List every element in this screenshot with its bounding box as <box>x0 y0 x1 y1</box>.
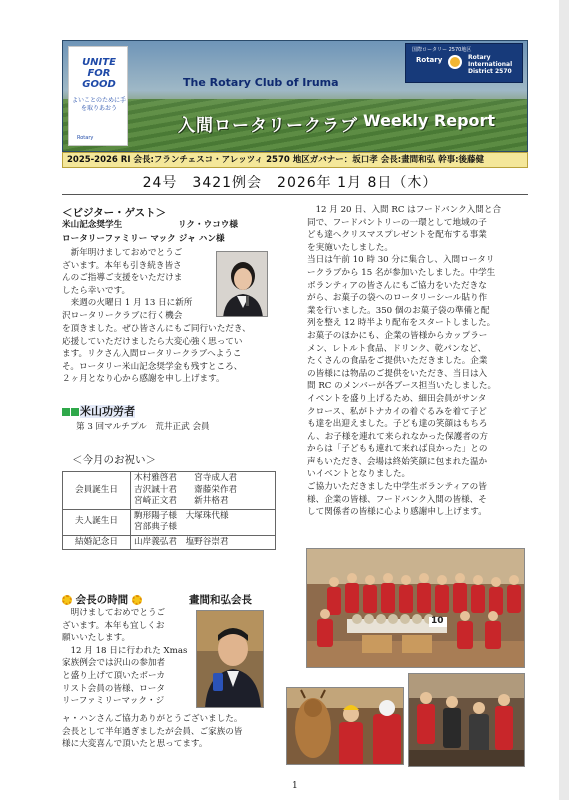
scholar-photo <box>216 251 268 317</box>
visitor-para2 <box>62 323 292 386</box>
green-square-icon <box>62 408 70 416</box>
text-line: ２ヶ月となり心から感謝を申し上げます。 <box>62 374 225 385</box>
district-logo <box>405 43 523 83</box>
slogan-sub-text: よいことのために手を取りあおう <box>71 97 126 112</box>
costume-photo-svg <box>287 688 404 765</box>
text-line: からは「子どもも連れて来れば良かった」との <box>307 444 488 455</box>
text-line: 列を整え 12 時半より配布をスタートしました。 <box>307 318 496 329</box>
president-heading <box>62 592 142 607</box>
table-row <box>63 509 276 535</box>
rotary-wheel-icon <box>448 55 462 69</box>
president-heading-text: 会長の時間 <box>75 594 129 606</box>
number-sign: 10 <box>431 616 444 626</box>
slogan-rotary-text: Rotary <box>77 135 94 141</box>
text-line: して関係者の皆様に心より感謝申し上げます。 <box>307 507 487 518</box>
text-line: 声もいただき、会場は終始笑顔に包まれた温か <box>307 456 488 467</box>
text-line: を実施いたしました。 <box>307 242 393 253</box>
text-line: ボランティアの皆さんにもご協力をいただきな <box>307 280 487 291</box>
flower-icon <box>62 595 72 605</box>
row-names <box>131 535 276 550</box>
text-line: を頂きました。ぜひ皆さんにもご同行いただき、 <box>62 324 251 334</box>
text-line: 願いいたします。 <box>62 633 131 644</box>
visitor-para1 <box>62 247 212 323</box>
text-line: そ。ロータリー米山記念奨学金も残すところ、 <box>62 361 243 372</box>
celebrations-heading: ＜今月のお祝い＞ <box>72 454 156 466</box>
president-name: 畫間和弘会長 <box>189 594 252 606</box>
text-line: 業を行いました。350 個のお菓子袋の準備と配 <box>307 305 490 316</box>
newsletter-title-jp: 入間ロータリークラブ <box>178 116 358 136</box>
name-line: 宮部典子様 <box>134 522 177 532</box>
page-edge-shade <box>559 0 569 800</box>
text-line: メン、レトルト食品、ドリンク、乾パンなど、 <box>307 343 487 354</box>
yoneyama-line: 第 3 回マルチプル 荒井正武 会員 <box>76 422 210 432</box>
text-line: 12 月 20 日、入間 RC はフードバンク入間と合 <box>315 205 502 215</box>
president-photo <box>196 610 264 708</box>
officers-info-bar: 2025-2026 RI 会長:フランチェスコ・アレッツィ 2570 地区ガバナー：坂口孝 会長:畫間和弘 幹事:後藤健 <box>62 152 528 168</box>
text-line: イベントを盛り上げるため、細田会員がサンタ <box>307 393 487 404</box>
name-line: 木村雅啓君 宮寺成人君 <box>134 473 238 483</box>
text-line: ご協力いただきました中学生ボランティアの皆 <box>307 482 487 493</box>
header-divider <box>62 194 528 195</box>
text-line: ャ・ハンさんご協力ありがとうございました。 <box>62 714 243 724</box>
slogan-text: UNITE FOR GOOD <box>82 57 116 90</box>
text-line: 会長として半年過ぎましたが会員、ご家族の皆 <box>62 726 243 737</box>
text-line: したら幸いです。 <box>62 285 131 296</box>
table-row <box>63 535 276 550</box>
unite-for-good-logo <box>68 46 128 146</box>
distribution-photo-svg <box>409 674 525 767</box>
text-line: 家族例会では沢山の参加者 <box>62 658 166 669</box>
text-line: ークラブから 15 名が参加いたしました。中学生 <box>307 267 496 278</box>
text-line: 様、企業の皆様、フードバンク入間の皆様、そ <box>307 494 487 505</box>
president-photo-svg <box>197 611 264 708</box>
scholar-photo-svg <box>217 252 268 317</box>
text-line: んのご指導ご支援をいただけま <box>62 273 183 284</box>
visitor-heading: ＜ビジター・ゲスト＞ <box>62 207 167 219</box>
district-label: 国際ロータリー 2570地区 <box>412 47 472 53</box>
issue-line: 24号 3421例会 2026年 1月 8日（木） <box>142 175 438 191</box>
text-line: 沢ロータリークラブに行く機会 <box>62 310 183 321</box>
newsletter-title-en: Weekly Report <box>363 111 496 130</box>
text-line: 同で、フードパントリーの一環として地域の子 <box>307 217 487 228</box>
text-line: ます。リクさん入間ロータリークラブへようこ <box>62 349 242 360</box>
row-names <box>131 509 276 535</box>
text-line: の皆様には物品のご提供をいただき、当日は入 <box>307 368 488 379</box>
text-line: と盛り上げて頂いたボーカ <box>62 670 165 681</box>
table-row <box>63 472 276 510</box>
text-line: も達を出迎えました。子ども達の笑顔はもちろ <box>307 419 488 430</box>
text-line: ん、お子様を連れて来られなかった保護者の方 <box>307 431 488 442</box>
text-line: 様に大変喜んで頂いたと思ってます。 <box>62 739 208 750</box>
visitor-line1-right: リク・ウコウ様 <box>178 220 238 230</box>
text-line: たくさんの食品をご提供いただきました。企業 <box>307 356 488 367</box>
yoneyama-heading-text: 米山功労者 <box>80 405 135 418</box>
visitor-line2: ロータリーファミリー マック ジャ ハン様 <box>62 234 225 244</box>
name-line: 吉沢誠十君 齋藤栄作君 <box>134 484 238 495</box>
name-line: 山岸義弘君 塩野谷崇君 <box>134 536 229 547</box>
visitor-line1-left: 米山記念奨学生 <box>62 220 123 230</box>
text-line: 明けましておめでとうご <box>70 608 166 618</box>
text-line: クロース、私がトナカイの着ぐるみを着て子ど <box>307 406 487 417</box>
yoneyama-heading <box>62 403 135 419</box>
text-line: 来週の火曜日 1 月 13 日に新所 <box>70 298 193 309</box>
text-line: リスト会員の皆様、ロータ <box>62 683 165 694</box>
text-line: 12 月 18 日に行われた Xmas <box>70 645 188 656</box>
president-text-narrow <box>62 607 192 708</box>
row-label: 結婚記念日 <box>63 535 131 550</box>
distribution-photo <box>408 673 525 767</box>
costume-photo <box>286 687 404 765</box>
row-label: 会員誕生日 <box>63 472 131 510</box>
row-label: 夫人誕生日 <box>63 509 131 535</box>
text-line: ざいます。本年も引き続き皆さ <box>62 260 182 271</box>
header-banner <box>62 40 528 152</box>
flower-icon <box>132 595 142 605</box>
text-line: 当日は午前 10 時 30 分に集合し、入間ロータリ <box>307 255 495 266</box>
celebrations-table <box>62 471 276 550</box>
text-line: ども達へクリスマスプレゼントを配布する事業 <box>307 230 487 241</box>
text-line: がら、お菓子の袋へのロータリーシール貼り作 <box>307 293 488 304</box>
name-line: 宮崎正文君 新井格君 <box>134 496 229 506</box>
club-name-en: The Rotary Club of Iruma <box>183 76 339 89</box>
foodbank-article <box>307 204 532 519</box>
district-name: Rotary International District 2570 <box>468 54 513 75</box>
president-text-wide <box>62 713 292 751</box>
text-line: 新年明けましておめでとうご <box>70 248 183 258</box>
text-line: リーファミリーマック・ジ <box>62 696 165 707</box>
page-number: 1 <box>292 781 298 791</box>
green-square-icon <box>71 408 79 416</box>
text-line: お菓子のほかにも、企業の皆様からカップラー <box>307 330 488 341</box>
text-line: いイベントとなりました。 <box>307 469 411 480</box>
group-photo <box>306 548 525 668</box>
rotary-logo-text: Rotary <box>416 56 443 64</box>
text-line: 間 RC のメンバーが各ブース担当いたしました。 <box>307 381 497 392</box>
row-names <box>131 472 276 510</box>
text-line: ざいます。本年も宜しくお <box>62 620 165 631</box>
text-line: 応援していただけましたら大変心強く思ってい <box>62 336 243 347</box>
group-photo-svg <box>307 549 525 668</box>
name-line: 駒形陽子様 大塚珠代様 <box>134 510 229 521</box>
